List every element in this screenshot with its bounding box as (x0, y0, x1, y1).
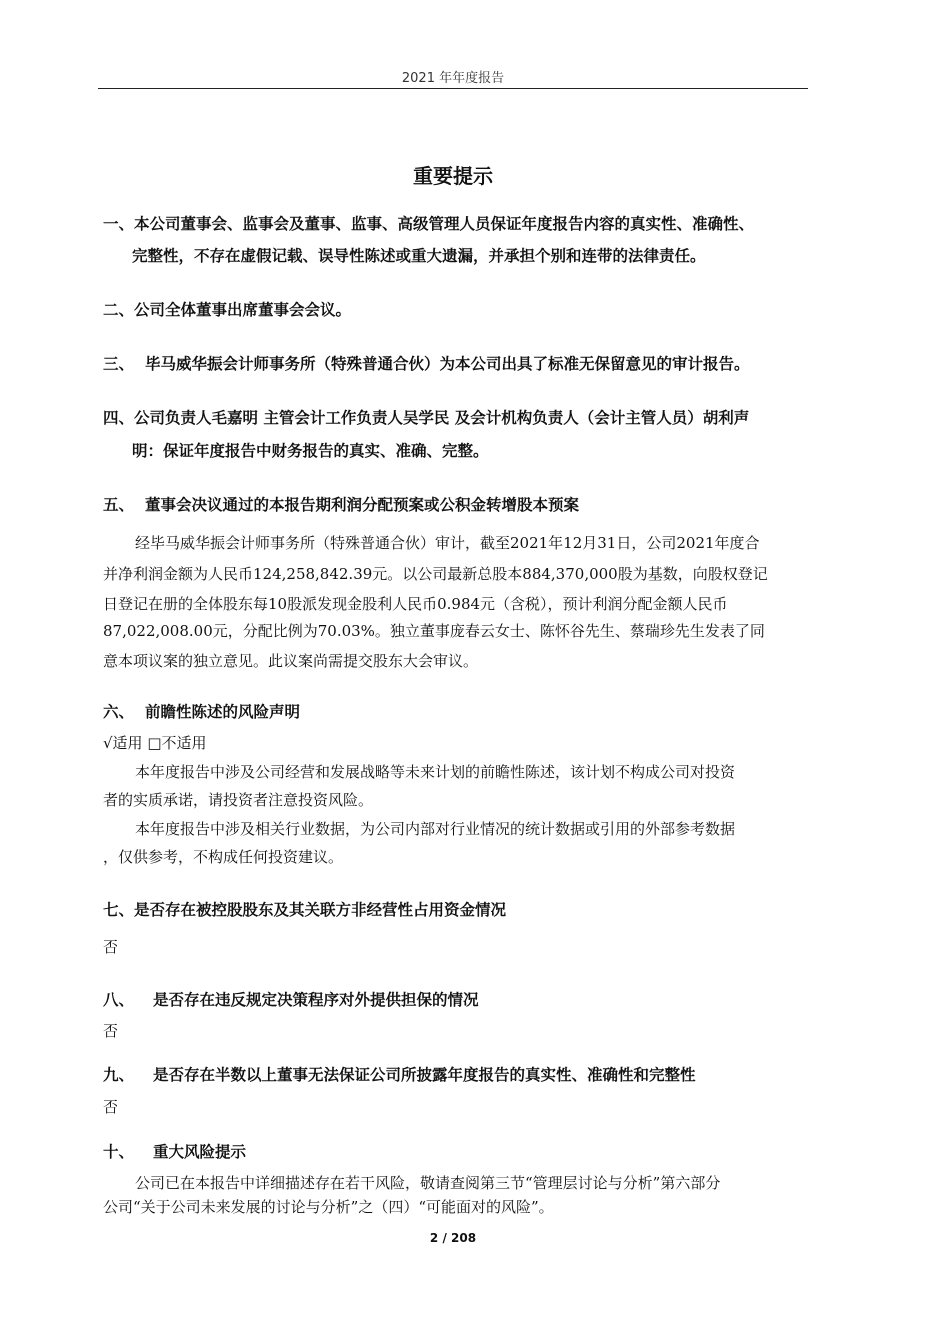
item-six-number: 六、 (103, 703, 135, 721)
item-six-para1-line: 本年度报告中涉及公司经营和发展战略等未来计划的前瞻性陈述，该计划不构成公司对投资 (135, 763, 736, 781)
item-five-para-line: 日登记在册的全体股东每10股派发现金股利人民币0.984元（含税），预计利润分配金额人民币 (103, 595, 728, 613)
item-two-heading (103, 298, 351, 320)
item-eight-number: 八、 (103, 991, 135, 1009)
item-seven-answer: 否 (103, 938, 119, 956)
item-five-text: 董事会决议通过的本报告期利润分配预案或公积金转增股本预案 (145, 496, 580, 514)
item-eight-heading (103, 988, 479, 1010)
item-four-heading (103, 406, 749, 428)
item-nine-heading (103, 1063, 696, 1085)
item-five-para-line: 87,022,008.00元，分配比例为70.03%。独立董事庞春云女士、陈怀谷先生、蔡瑞珍先生发表了同 (103, 622, 765, 640)
item-nine-answer: 否 (103, 1098, 119, 1116)
item-five-number: 五、 (103, 496, 135, 514)
item-three-heading (103, 352, 750, 374)
item-seven-text: 是否存在被控股股东及其关联方非经营性占用资金情况 (134, 901, 507, 919)
item-three-number: 三、 (103, 355, 135, 373)
running-header: 2021 年年度报告 (401, 71, 505, 86)
item-one-line1: 本公司董事会、监事会及董事、监事、高级管理人员保证年度报告内容的真实性、准确性、 (134, 215, 755, 233)
item-seven-number: 七、 (103, 901, 135, 919)
item-ten-text: 重大风险提示 (153, 1143, 247, 1161)
item-four-line1: 公司负责人毛嘉明 主管会计工作负责人吴学民 及会计机构负责人（会计主管人员）胡利声 (134, 409, 750, 427)
item-eight-answer: 否 (103, 1022, 119, 1040)
header-divider (98, 88, 808, 89)
item-eight-text: 是否存在违反规定决策程序对外提供担保的情况 (153, 991, 479, 1009)
item-five-para-line: 意本项议案的独立意见。此议案尚需提交股东大会审议。 (103, 652, 479, 670)
item-six-para2-line: 本年度报告中涉及相关行业数据，为公司内部对行业情况的统计数据或引用的外部参考数据 (135, 820, 736, 838)
item-six-text: 前瞻性陈述的风险声明 (145, 703, 301, 721)
item-six-para2-line: ，仅供参考，不构成任何投资建议。 (103, 848, 344, 866)
item-one-line2: 完整性，不存在虚假记载、误导性陈述或重大遗漏，并承担个别和连带的法律责任。 (132, 247, 706, 265)
item-nine-text: 是否存在半数以上董事无法保证公司所披露年度报告的真实性、准确性和完整性 (153, 1066, 696, 1084)
item-seven-heading (103, 898, 506, 920)
item-four-number: 四、 (103, 409, 135, 427)
item-nine-number: 九、 (103, 1066, 135, 1084)
item-one-heading (103, 212, 754, 234)
item-ten-para-line: 公司已在本报告中详细描述存在若干风险，敬请查阅第三节“管理层讨论与分析”第六部分 (135, 1174, 721, 1192)
item-six-heading (103, 700, 300, 722)
item-two-text: 公司全体董事出席董事会会议。 (134, 301, 352, 319)
item-four-line2: 明：保证年度报告中财务报告的真实、准确、完整。 (132, 442, 489, 460)
page-number: 2 / 208 (429, 1231, 477, 1245)
item-five-heading (103, 493, 579, 515)
item-one-number: 一、 (103, 215, 135, 233)
item-six-para1-line: 者的实质承诺，请投资者注意投资风险。 (103, 791, 374, 809)
item-three-text: 毕马威华振会计师事务所（特殊普通合伙）为本公司出具了标准无保留意见的审计报告。 (145, 355, 750, 373)
page-title: 重要提示 (413, 164, 493, 188)
item-ten-para-line: 公司“关于公司未来发展的讨论与分析”之（四）“可能面对的风险”。 (103, 1198, 554, 1216)
applicable-options: √适用 □不适用 (103, 734, 207, 752)
item-ten-number: 十、 (103, 1143, 135, 1161)
item-two-number: 二、 (103, 301, 135, 319)
item-ten-heading (103, 1140, 246, 1162)
item-five-para-line: 经毕马威华振会计师事务所（特殊普通合伙）审计，截至2021年12月31日，公司2021年度合 (135, 534, 760, 552)
item-five-para-line: 并净利润金额为人民币124,258,842.39元。以公司最新总股本884,370,000股为基数，向股权登记 (103, 565, 768, 583)
